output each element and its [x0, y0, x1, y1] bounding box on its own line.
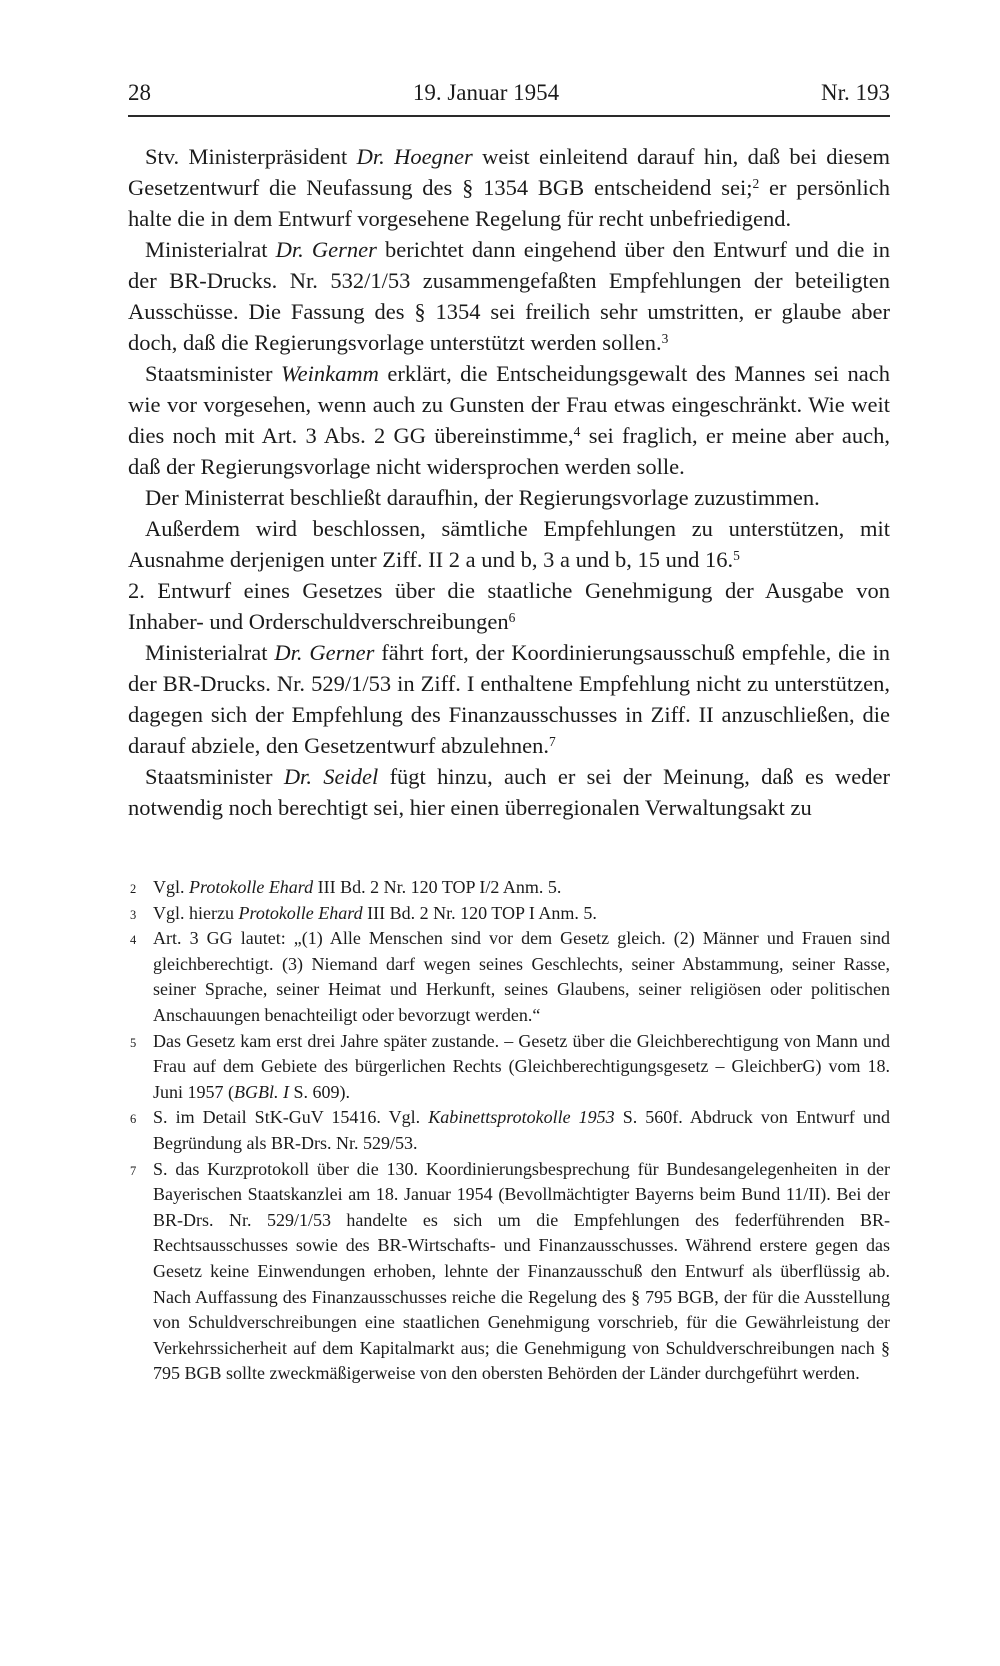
para-gerner-report: Ministerialrat Dr. Gerner berichtet dann eingehend über den Entwurf und die in der BR-Drucks. Nr. 532/1/53 zusammengefaßten Empfehlungen der beteiligten Ausschüsse. Die Fassung des § 1354 sei freilich sehr umstritten, er glaube aber doch, daß die Regierungsvorlage unterstützt werden sollen.$^3$ [128, 237, 890, 355]
page-number: 28 [128, 80, 151, 105]
footnote-marker: 3 [130, 907, 137, 922]
para-ministerrat-decision: Der Ministerrat beschließt daraufhin, der Regierungsvorlage zuzustimmen. [145, 485, 820, 510]
page-header [128, 80, 890, 117]
footnote-item-2 [128, 875, 890, 901]
para-gerner-continues: Ministerialrat Dr. Gerner fährt fort, der Koordinierungsausschuß empfehle, die in der BR-Drucks. Nr. 529/1/53 in Ziff. I enthaltene Empfehlung nicht zu unterstützen, dagegen sich der Empfehlung des Finanzausschusses in Ziff. II anzuschließen, die darauf abziele, den Gesetzentwurf abzulehnen.$^7$ [128, 640, 890, 758]
footnotes-section [128, 875, 890, 1387]
header-date: 19. Januar 1954 [412, 80, 560, 105]
footnote-marker: 4 [130, 933, 137, 948]
para-seidel-statement: Staatsminister Dr. Seidel fügt hinzu, auch er sei der Meinung, daß es weder notwendig noch berechtigt sei, hier einen überregionalen Verwaltungsakt zu [128, 764, 890, 820]
footnote-item-5 [128, 1029, 890, 1106]
para-weinkamm-statement: Staatsminister Weinkamm erklärt, die Entscheidungsgewalt des Mannes sei nach wie vor vorgesehen, wenn auch zu Gunsten der Frau etwas eingeschränkt. Wie weit dies noch mit Art. 3 Abs. 2 GG übereinstimme,$^4$ sei fraglich, er meine aber auch, daß der Regierungsvorlage nicht widersprochen werden solle. [128, 361, 890, 479]
main-text [128, 141, 890, 823]
footnote-reference: 2 [752, 175, 760, 191]
footnote-text: Vgl. hierzu Protokolle Ehard III Bd. 2 Nr. 120 TOP I Anm. 5. [153, 902, 597, 923]
footnote-marker: 6 [130, 1112, 137, 1127]
footnote-marker: 2 [130, 882, 137, 896]
para-hoegner-intro: Stv. Ministerpräsident Dr. Hoegner weist einleitend darauf hin, daß bei diesem Gesetzentwurf die Neufassung des § 1354 BGB entscheidend sei;$^2$ er persönlich halte die in dem Entwurf vorgesehene Regelung für recht unbefriedigend. [128, 144, 890, 231]
footnote-marker: 7 [130, 1163, 137, 1178]
footnote-reference: 7 [549, 733, 556, 749]
footnote-reference: 4 [573, 423, 581, 439]
agenda-item-2-heading: 2. Entwurf eines Gesetzes über die staatliche Genehmigung der Ausgabe von Inhaber- und Orderschuldverschreibungen$^6$ [128, 578, 890, 634]
footnote-item-6 [128, 1105, 890, 1156]
header-issue-number: Nr. 193 [821, 80, 890, 105]
footnote-text: S. im Detail StK-GuV 15416. Vgl. Kabinettsprotokolle 1953 S. 560f. Abdruck von Entwurf und Begründung als BR-Drs. Nr. 529/53. [153, 1107, 890, 1153]
footnote-reference: 3 [661, 330, 669, 346]
footnote-text: S. das Kurzprotokoll über die 130. Koordinierungsbesprechung für Bundesangelegenheiten in der Bayerischen Staatskanzlei am 18. Januar 1954 (Bevollmächtigter Bayerns beim Bund 11/II). Bei der BR-Drs. Nr. 529/1/53 handelte es sich um die Empfehlungen des federführenden BR-Rechtsausschusses sowie des BR-Wirtschafts- und Finanzausschusses. Während erstere gegen das Gesetz keine Einwendungen erhoben, lehnte der Finanzausschuß den Entwurf als überflüssig ab. Nach Auffassung des Finanzausschusses reiche die Regelung des § 795 BGB, der für die Ausstellung von Schuldverschreibungen eine staatlichen Genehmigung vorschrieb, für die Gewährleistung der Verkehrssicherheit auf dem Kapitalmarkt aus; die Genehmigung von Schuldverschreibungen nach § 795 BGB sollte zweckmäßigerweise von den obersten Behörden der Länder durchgeführt werden. [153, 1158, 890, 1384]
footnote-text: Art. 3 GG lautet: „(1) Alle Menschen sind vor dem Gesetz gleich. (2) Männer und Frauen sind gleichberechtigt. (3) Niemand darf wegen seines Geschlechts, seiner Abstammung, seiner Rasse, seiner Sprache, seiner Heimat und Herkunft, seines Glaubens, seiner religiösen oder politischen Anschauungen benachteiligt oder bevorzugt werden.“ [153, 928, 890, 1025]
footnote-text: Vgl. Protokolle Ehard III Bd. 2 Nr. 120 TOP I/2 Anm. 5. [153, 877, 562, 897]
footnote-text: Das Gesetz kam erst drei Jahre später zustande. – Gesetz über die Gleichberechtigung von Mann und Frau auf dem Gebiete des bürgerlichen Rechts (Gleichberechtigungsgesetz – GleichberG) vom 18. Juni 1957 (BGBl. I S. 609). [153, 1030, 890, 1102]
footnote-marker: 5 [130, 1035, 137, 1050]
footnote-reference: 5 [733, 547, 740, 563]
footnote-item-7 [128, 1157, 890, 1387]
page [128, 80, 890, 1387]
footnote-item-3 [128, 901, 890, 927]
footnote-reference: 6 [508, 609, 516, 625]
footnote-item-4 [128, 926, 890, 1028]
para-additional-decision: Außerdem wird beschlossen, sämtliche Empfehlungen zu unterstützen, mit Ausnahme derjenigen unter Ziff. II 2 a und b, 3 a und b, 15 und 16.$^5$ [128, 516, 890, 572]
